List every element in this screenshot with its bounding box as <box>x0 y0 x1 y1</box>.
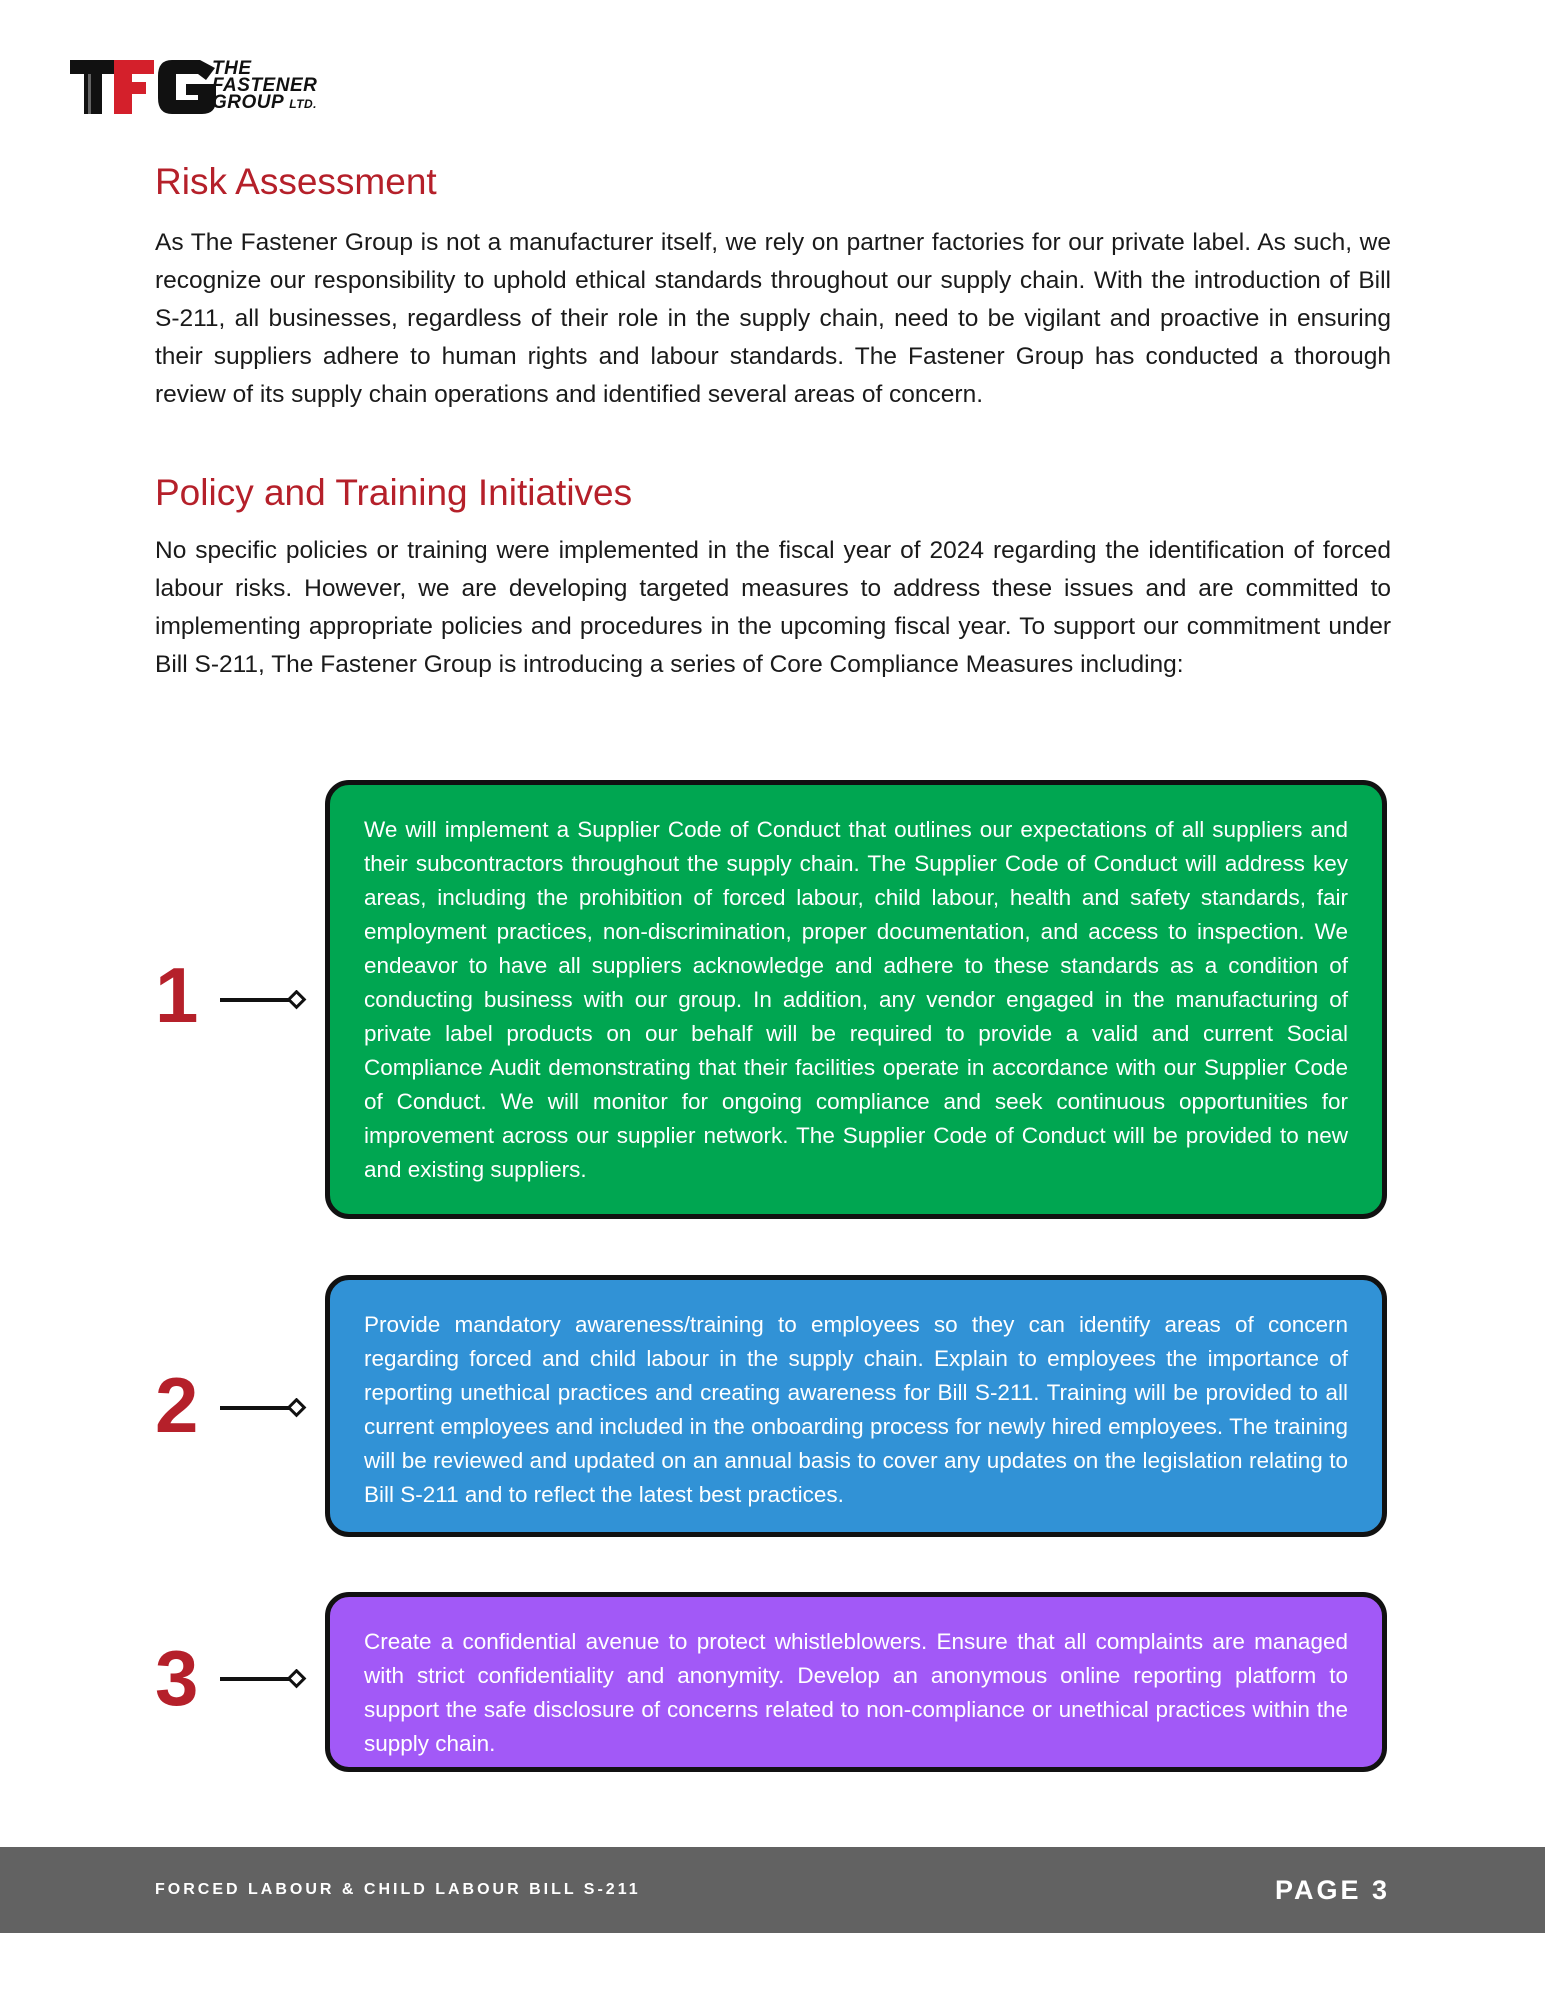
measure-2-box <box>325 1275 1387 1537</box>
risk-assessment-paragraph: As The Fastener Group is not a manufacturer itself, we rely on partner factories for our private label. As such, we recognize our responsibility to uphold ethical standards throughout our supply chain. With the introduction of Bill S-211, all businesses, regardless of their role in the supply chain, need to be vigilant and proactive in ensuring their suppliers adhere to human rights and labour standards. The Fastener Group has conducted a thorough review of its supply chain operations and identified several areas of concern. <box>155 229 1391 408</box>
measure-1-text: We will implement a Supplier Code of Conduct that outlines our expectations of all suppliers and their subcontractors throughout the supply chain. The Supplier Code of Conduct will address key areas, including the prohibition of forced labour, child labour, health and safety standards, fair employment practices, non-discrimination, proper documentation, and access to inspection. We endeavor to have all suppliers acknowledge and adhere to these standards as a condition of conducting business with our group. In addition, any vendor engaged in the manufacturing of private label products on our behalf will be required to provide a valid and current Social Compliance Audit demonstrating that their facilities operate in accordance with our Supplier Code of Conduct. We will monitor for ongoing compliance and seek continuous opportunities for improvement across our supplier network. The Supplier Code of Conduct will be provided to new and existing suppliers. <box>364 817 1348 1182</box>
company-logo <box>70 58 370 118</box>
measure-2-number: 2 <box>155 1361 199 1449</box>
arrow-connector-icon <box>218 990 308 1010</box>
arrow-connector-icon <box>218 1398 308 1418</box>
logo-wordmark: THE FASTENER GROUP LTD. <box>212 58 318 113</box>
page-footer <box>0 1847 1545 1933</box>
footer-page-number: PAGE 3 <box>1274 1875 1390 1905</box>
measure-1-number: 1 <box>155 951 199 1039</box>
measure-2-text: Provide mandatory awareness/training to employees so they can identify areas of concern regarding forced and child labour in the supply chain. Explain to employees the importance of reporting unethical practices and creating awareness for Bill S-211. Training will be provided to all current employees and included in the onboarding process for newly hired employees. The training will be reviewed and updated on an annual basis to cover any updates on the legislation relating to Bill S-211 and to reflect the latest best practices. <box>364 1312 1348 1507</box>
risk-assessment-heading: Risk Assessment <box>155 161 437 202</box>
measure-3-number: 3 <box>155 1634 199 1722</box>
footer-document-title: FORCED LABOUR & CHILD LABOUR BILL S-211 <box>155 1881 641 1898</box>
measure-3-text: Create a confidential avenue to protect whistleblowers. Ensure that all complaints are managed with strict confidentiality and anonymity. Develop an anonymous online reporting platform to support the safe disclosure of concerns related to non-compliance or unethical practices within the supply chain. <box>364 1629 1348 1756</box>
policy-training-heading: Policy and Training Initiatives <box>155 472 633 513</box>
measure-1-box <box>325 780 1387 1219</box>
arrow-connector-icon <box>218 1669 308 1689</box>
measure-3-box <box>325 1592 1387 1772</box>
policy-training-paragraph: No specific policies or training were implemented in the fiscal year of 2024 regarding the identification of forced labour risks. However, we are developing targeted measures to address these issues and are committed to implementing appropriate policies and procedures in the upcoming fiscal year. To support our commitment under Bill S-211, The Fastener Group is introducing a series of Core Compliance Measures including: <box>155 537 1391 678</box>
tfg-logo-mark-icon <box>70 58 220 118</box>
